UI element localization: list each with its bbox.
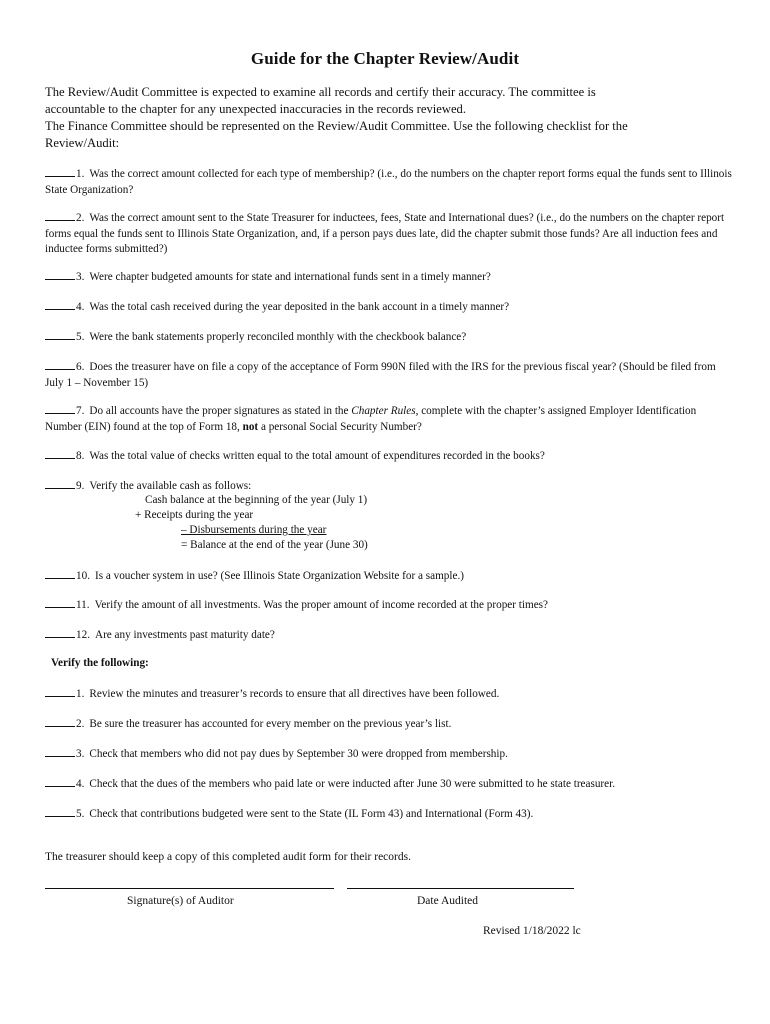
chapter-rules-reference: Chapter Rules — [351, 405, 416, 417]
check-blank[interactable] — [45, 269, 75, 280]
check-blank[interactable] — [45, 686, 75, 697]
verify-item-3: 3. Check that members who did not pay dues by September 30 were dropped from membership. — [45, 746, 735, 763]
checklist-item-2: 2. Was the correct amount sent to the State Treasurer for inductees, fees, State and International dues? (i.e., do the numbers on the chapter report forms equal the funds sent to Illinois State Organization, and, if a person pays dues late, did the chapter submit those funds? Are all induction fees and inductee forms submitted?) — [45, 212, 725, 255]
intro-paragraph — [45, 84, 735, 152]
verify-item-5: 5. Check that contributions budgeted were sent to the State (IL Form 43) and International (Form 43). — [45, 806, 735, 823]
check-blank[interactable] — [45, 359, 75, 370]
checklist-item-10: 10. Is a voucher system in use? (See Illinois State Organization Website for a sample.) — [45, 568, 735, 585]
intro-line-2: accountable to the chapter for any unexpected inaccuracies in the records reviewed. — [45, 102, 466, 116]
check-blank[interactable] — [45, 597, 75, 608]
check-blank[interactable] — [45, 806, 75, 817]
verify-item-4: 4. Check that the dues of the members who paid late or were inducted after June 30 were submitted to he state treasurer. — [45, 776, 735, 793]
checklist-item-4: 4. Was the total cash received during the year deposited in the bank account in a timely manner? — [45, 299, 735, 316]
checklist-item-8: 8. Was the total value of checks written equal to the total amount of expenditures recorded in the books? — [45, 448, 735, 465]
checklist-item-11: 11. Verify the amount of all investments. Was the proper amount of income recorded at the proper times? — [45, 597, 735, 614]
checklist-item-1: 1. Was the correct amount collected for each type of membership? (i.e., do the numbers on the chapter report forms equal the funds sent to Illinois State Organization? — [45, 168, 732, 196]
cash-calc-line-4: = Balance at the end of the year (June 30) — [181, 539, 368, 551]
checklist-item-7: 7. Do all accounts have the proper signatures as stated in the Chapter Rules, complete with the chapter’s assigned Employer Identification Number (EIN) found at the top of Form 18, not a personal Social Security Number? — [45, 405, 697, 433]
check-blank[interactable] — [45, 403, 75, 414]
verify-item-2: 2. Be sure the treasurer has accounted for every member on the previous year’s list. — [45, 716, 735, 733]
check-blank[interactable] — [45, 568, 75, 579]
intro-line-4: Review/Audit: — [45, 136, 120, 150]
checklist-item-3: 3. Were chapter budgeted amounts for state and international funds sent in a timely manner? — [45, 269, 735, 286]
check-blank[interactable] — [45, 166, 75, 177]
verify-heading: Verify the following: — [51, 657, 149, 669]
intro-line-1: The Review/Audit Committee is expected to examine all records and certify their accuracy. The committee is — [45, 85, 596, 99]
check-blank[interactable] — [45, 210, 75, 221]
check-blank[interactable] — [45, 478, 75, 489]
check-blank[interactable] — [45, 329, 75, 340]
signature-line[interactable] — [45, 888, 334, 889]
cash-calc-line-3: – Disbursements during the year — [181, 524, 327, 536]
intro-line-3: The Finance Committee should be represented on the Review/Audit Committee. Use the following checklist for the — [45, 119, 628, 133]
check-blank[interactable] — [45, 746, 75, 757]
checklist-item-9: 9. Verify the available cash as follows: — [45, 478, 735, 495]
cash-calc-line-1: Cash balance at the beginning of the year (July 1) — [145, 494, 368, 506]
verify-item-1: 1. Review the minutes and treasurer’s records to ensure that all directives have been followed. — [45, 686, 735, 703]
page-title: Guide for the Chapter Review/Audit — [250, 49, 520, 68]
checklist-item-5: 5. Were the bank statements properly reconciled monthly with the checkbook balance? — [45, 329, 735, 346]
check-blank[interactable] — [45, 776, 75, 787]
check-blank[interactable] — [45, 627, 75, 638]
revision-note: Revised 1/18/2022 lc — [483, 925, 581, 937]
closing-statement: The treasurer should keep a copy of this completed audit form for their records. — [45, 851, 411, 863]
date-label: Date Audited — [417, 895, 478, 907]
emphasis-not: not — [242, 420, 259, 433]
checklist-item-6: 6. Does the treasurer have on file a copy of the acceptance of Form 990N filed with the IRS for the previous fiscal year? (Should be filed from July 1 – November 15) — [45, 361, 716, 389]
check-blank[interactable] — [45, 716, 75, 727]
date-line[interactable] — [347, 888, 574, 889]
cash-calc-line-2: + Receipts during the year — [135, 509, 254, 521]
signature-label: Signature(s) of Auditor — [127, 895, 234, 907]
check-blank[interactable] — [45, 299, 75, 310]
checklist-item-12: 12. Are any investments past maturity date? — [45, 627, 735, 644]
check-blank[interactable] — [45, 448, 75, 459]
